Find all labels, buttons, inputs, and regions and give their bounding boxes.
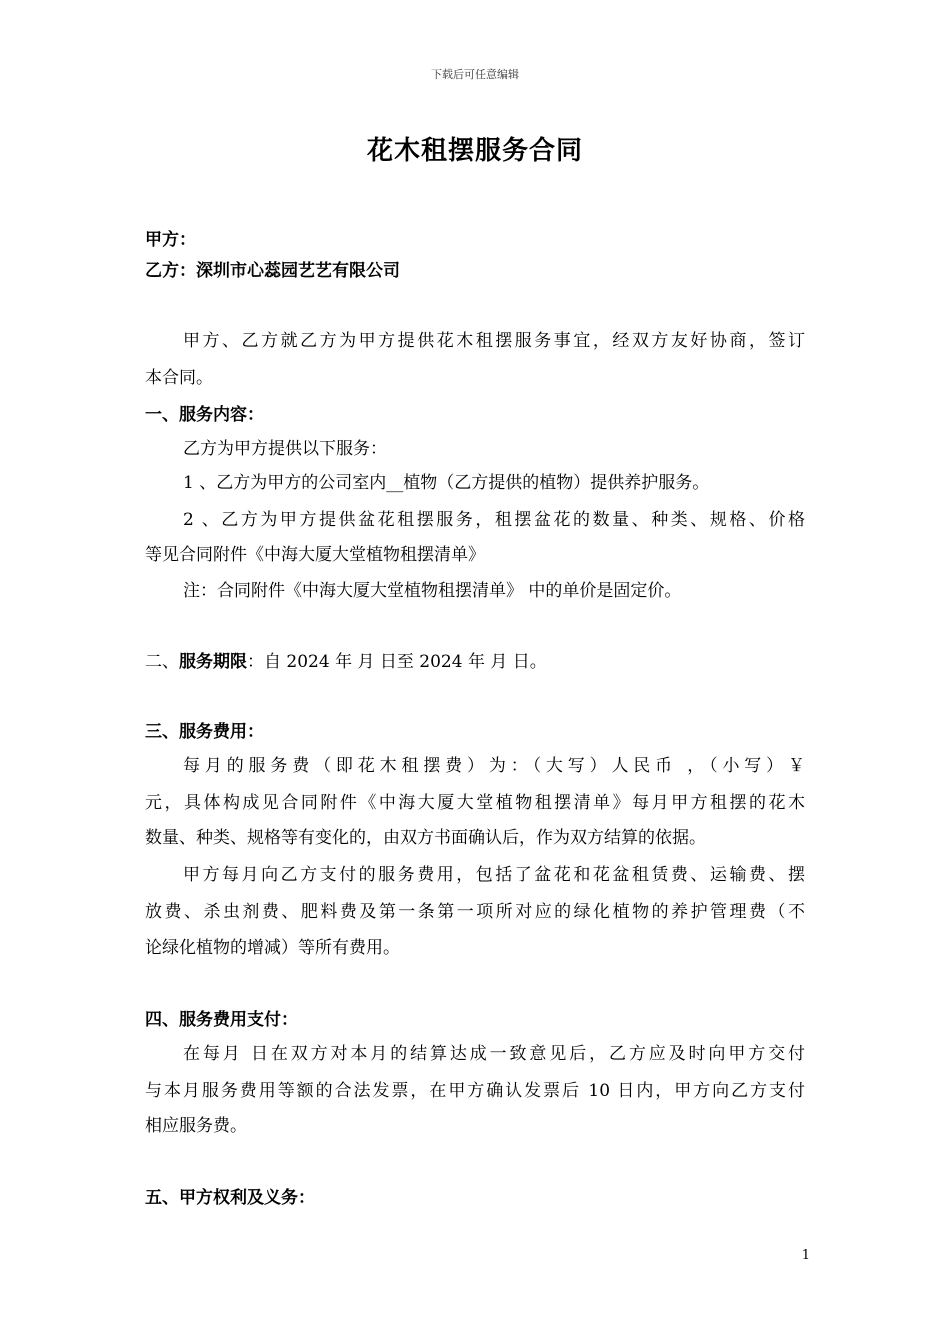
contract-title: 花木租摆服务合同 [366, 136, 583, 166]
section-3-p2-line3: 论绿化植物的增减）等所有费用。 [145, 938, 400, 958]
section-1-p3-line2: 等见合同附件《中海大厦大堂植物租摆清单》 [145, 545, 485, 565]
section-3-p1-line2: 元，具体构成见合同附件《中海大厦大堂植物租摆清单》每月甲方租摆的花木 [145, 793, 805, 813]
section-1-heading: 一、服务内容： [145, 405, 264, 425]
section-5-heading: 五、甲方权利及义务： [145, 1188, 315, 1208]
section-2-prefix: 二、 [145, 652, 179, 672]
section-3-p1-line3: 数量、种类、规格等有变化的，由双方书面确认后，作为双方结算的依据。 [145, 828, 706, 848]
section-3-heading: 三、服务费用： [145, 722, 264, 742]
page-number: 1 [801, 1248, 810, 1263]
intro-line-1: 甲方、乙方就乙方为甲方提供花木租摆服务事宜，经双方友好协商，签订 [183, 331, 805, 351]
section-4-heading: 四、服务费用支付： [145, 1010, 298, 1030]
section-3-p2-line1: 甲方每月向乙方支付的服务费用，包括了盆花和花盆租赁费、运输费、摆 [183, 865, 805, 885]
section-1-p2: 1 、乙方为甲方的公司室内__植物（乙方提供的植物）提供养护服务。 [183, 473, 710, 493]
intro-line-2: 本合同。 [145, 368, 213, 388]
header-note: 下载后可任意编辑 [431, 68, 519, 81]
section-1-p1: 乙方为甲方提供以下服务： [183, 439, 387, 459]
section-1-note: 注：合同附件《中海大厦大堂植物租摆清单》 中的单价是固定价。 [183, 581, 682, 601]
section-2-line [145, 644, 805, 681]
section-3-p1-line1: 每月的服务费（即花木租摆费）为：（大写）人民币 ，（小写）￥ [183, 756, 805, 776]
section-2-text: ：自 2024 年 月 日至 2024 年 月 日。 [247, 652, 547, 672]
section-1-p3-line1: 2 、乙方为甲方提供盆花租摆服务，租摆盆花的数量、种类、规格、价格 [183, 510, 805, 530]
section-4-p1-line2: 与本月服务费用等额的合法发票，在甲方确认发票后 10 日内，甲方向乙方支付 [145, 1081, 805, 1101]
party-b: 乙方：深圳市心蕊园艺艺有限公司 [145, 261, 400, 281]
section-2-heading: 服务期限 [179, 652, 247, 672]
party-a: 甲方： [145, 230, 196, 250]
section-4-p1-line3: 相应服务费。 [145, 1116, 247, 1136]
section-3-p2-line2: 放费、杀虫剂费、肥料费及第一条第一项所对应的绿化植物的养护管理费（不 [145, 902, 805, 922]
section-4-p1-line1: 在每月 日在双方对本月的结算达成一致意见后，乙方应及时向甲方交付 [183, 1044, 805, 1064]
